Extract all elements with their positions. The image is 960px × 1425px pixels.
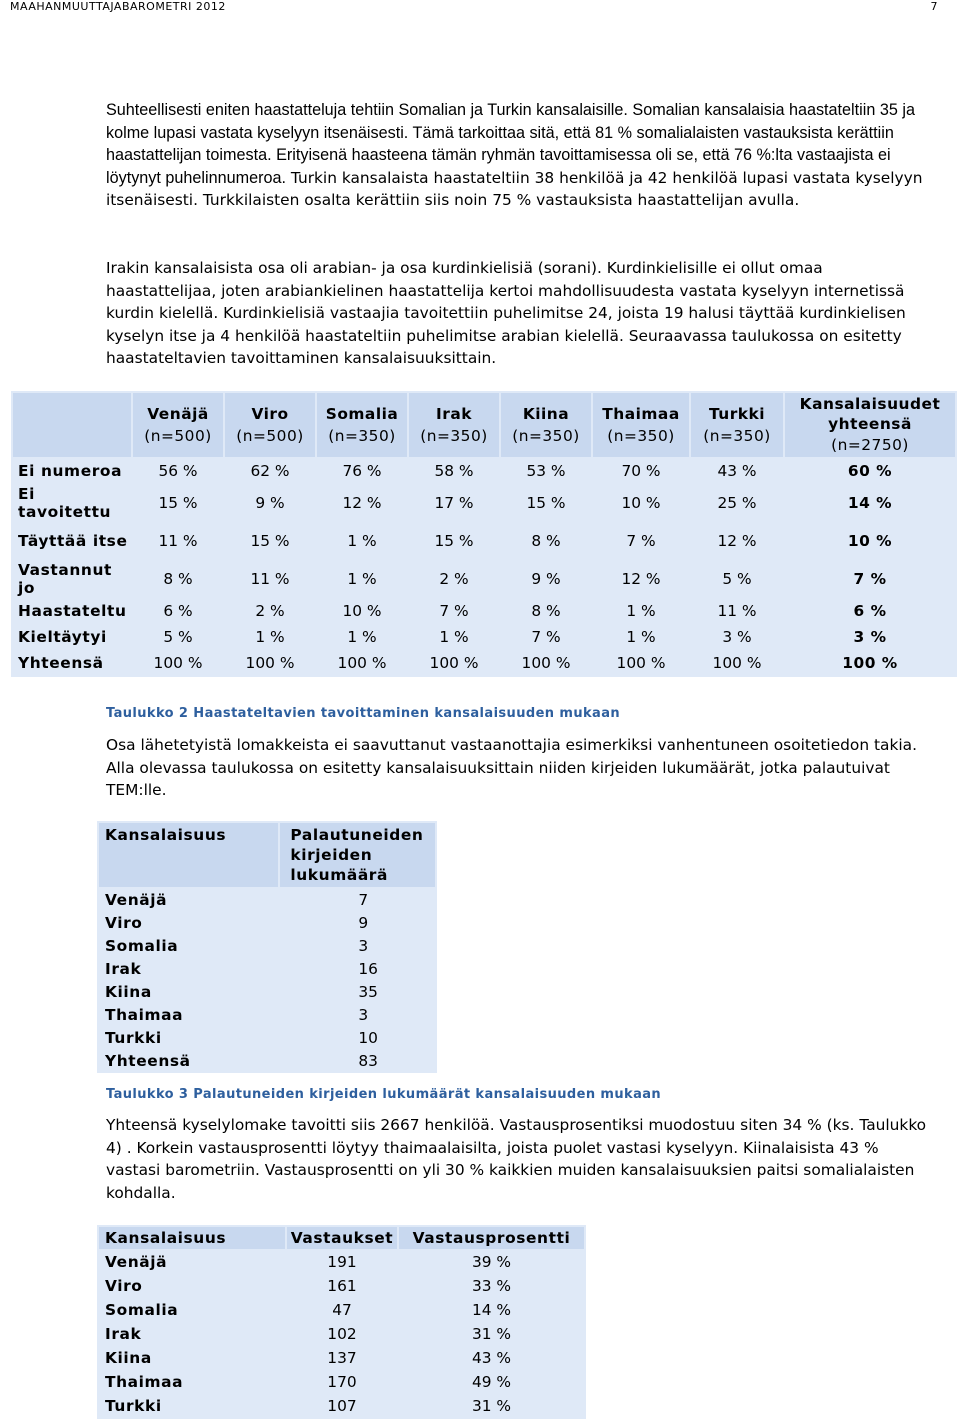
response-rate-cell: 39 % bbox=[399, 1251, 584, 1273]
row-label: Kiina bbox=[99, 981, 278, 1002]
value-cell: 100 % bbox=[691, 651, 783, 675]
value-cell: 3 bbox=[280, 1004, 435, 1025]
paragraph-1 bbox=[106, 99, 936, 212]
row-label: Yhteensä bbox=[99, 1050, 278, 1071]
column-name: Somalia bbox=[325, 405, 399, 423]
responses-cell: 137 bbox=[287, 1347, 397, 1369]
table-row bbox=[13, 651, 955, 675]
value-cell: 9 % bbox=[501, 561, 591, 597]
value-cell: 70 % bbox=[593, 459, 689, 483]
paragraph-2: Irakin kansalaisista osa oli arabian- ja osa kurdinkielisiä (sorani). Kurdinkielisille ei ollut omaa haastattelijaa, joten arabiankielinen haastattelija kertoi mahdollisuudesta vastata kyselyyn internetissä kurdin kielellä. Kurdinkielisiä vastaajia tavoitettiin puhelimitse 24, joista 19 halusi täyttää kurdinkielisen kyselyn itse ja 4 henkilöä haastateltiin puhelimitse arabian kielellä. Seuraavassa taulukossa on esitetty haastateltavien tavoittaminen kansalaisuuksittain. bbox=[106, 259, 906, 367]
row-label bbox=[13, 651, 131, 675]
value-cell: 1 % bbox=[593, 625, 689, 649]
response-rate-cell: 31 % bbox=[399, 1323, 584, 1345]
row-label: Irak bbox=[99, 958, 278, 979]
row-label: Viro bbox=[99, 1275, 285, 1297]
value-cell: 3 bbox=[280, 935, 435, 956]
table-row bbox=[99, 1050, 435, 1071]
value-cell: 100 % bbox=[501, 651, 591, 675]
value-cell: 15 % bbox=[225, 523, 315, 559]
table-row bbox=[99, 1275, 584, 1297]
total-cell: 7 % bbox=[785, 561, 955, 597]
row-label: Venäjä bbox=[99, 889, 278, 910]
value-cell: 11 % bbox=[133, 523, 223, 559]
table-row bbox=[99, 912, 435, 933]
table-row bbox=[99, 958, 435, 979]
responses-cell: 161 bbox=[287, 1275, 397, 1297]
row-label: Irak bbox=[99, 1323, 285, 1345]
value-cell: 1 % bbox=[317, 625, 407, 649]
table-2-column-header bbox=[409, 393, 499, 457]
value-cell: 100 % bbox=[409, 651, 499, 675]
table-row bbox=[99, 1004, 435, 1025]
paragraph-3: Osa lähetetyistä lomakkeista ei saavuttanut vastaanottajia esimerkiksi vanhentuneen osoitetiedon takia. Alla olevassa taulukossa on esitetty kansalaisuuksittain niiden kirjeiden lukumäärät, jotka palautuivat TEM:lle. bbox=[106, 736, 917, 799]
column-name: Turkki bbox=[708, 405, 766, 423]
total-cell: 3 % bbox=[785, 625, 955, 649]
table-row bbox=[99, 1395, 584, 1417]
row-label bbox=[13, 485, 131, 521]
paragraph-4: Yhteensä kyselylomake tavoitti siis 2667 henkilöä. Vastausprosentiksi muodostuu siten 34 % (ks. Taulukko 4) . Korkein vastausprosentti löytyy thaimaalaisilta, joista puolet vastasi kyselyyn. Kiinalaisista 43 % vastasi barometriin. Vastausprosentti on yli 30 % kaikkien muiden kansalaisuuksien paitsi somalialaisten kohdalla. bbox=[106, 1116, 927, 1202]
table-2-corner-cell bbox=[13, 393, 131, 457]
column-sample-size: (n=500) bbox=[236, 427, 304, 445]
table-4-column-header: Vastaukset bbox=[287, 1227, 397, 1249]
row-label: Turkki bbox=[99, 1027, 278, 1048]
response-rate-cell: 33 % bbox=[399, 1275, 584, 1297]
table-2-column-header bbox=[501, 393, 591, 457]
value-cell: 15 % bbox=[409, 523, 499, 559]
value-cell: 12 % bbox=[691, 523, 783, 559]
row-label-text: Kieltäytyi bbox=[18, 628, 107, 646]
value-cell: 16 bbox=[280, 958, 435, 979]
column-name: Irak bbox=[436, 405, 472, 423]
value-cell: 25 % bbox=[691, 485, 783, 521]
row-label-text: Ei tavoitettu bbox=[18, 485, 112, 521]
column-sample-size: (n=350) bbox=[512, 427, 580, 445]
value-cell: 100 % bbox=[593, 651, 689, 675]
table-row bbox=[99, 1347, 584, 1369]
total-cell: 10 % bbox=[785, 523, 955, 559]
value-cell: 11 % bbox=[691, 599, 783, 623]
value-cell: 43 % bbox=[691, 459, 783, 483]
value-cell: 83 bbox=[280, 1050, 435, 1071]
table-returned-letters bbox=[97, 821, 437, 1073]
table-3-caption: Taulukko 3 Palautuneiden kirjeiden lukumäärät kansalaisuuden mukaan bbox=[106, 1087, 662, 1102]
row-label: Somalia bbox=[99, 1299, 285, 1321]
value-cell: 8 % bbox=[133, 561, 223, 597]
table-2-column-header bbox=[225, 393, 315, 457]
value-cell: 1 % bbox=[225, 625, 315, 649]
response-rate-cell: 31 % bbox=[399, 1395, 584, 1417]
value-cell: 6 % bbox=[133, 599, 223, 623]
responses-cell: 170 bbox=[287, 1371, 397, 1393]
paragraph-1-part-b: Turkin kansalaista haastateltiin 38 henkilöä ja 42 henkilöä lupasi vastata kyselyyn itsenäisesti. Turkkilaisten osalta kerättiin siis noin 75 % vastauksista haastattelijan avulla. bbox=[106, 168, 923, 209]
table-row bbox=[99, 1323, 584, 1345]
response-rate-cell: 43 % bbox=[399, 1347, 584, 1369]
value-cell: 9 bbox=[280, 912, 435, 933]
column-name: Kiina bbox=[522, 405, 570, 423]
row-label bbox=[13, 561, 131, 597]
row-label: Thaimaa bbox=[99, 1004, 278, 1025]
value-cell: 1 % bbox=[409, 625, 499, 649]
table-2-header-row bbox=[13, 393, 955, 457]
response-rate-cell: 49 % bbox=[399, 1371, 584, 1393]
table-row bbox=[13, 561, 955, 597]
value-cell: 7 % bbox=[409, 599, 499, 623]
row-label: Kiina bbox=[99, 1347, 285, 1369]
value-cell: 5 % bbox=[133, 625, 223, 649]
value-cell: 1 % bbox=[593, 599, 689, 623]
row-label bbox=[13, 599, 131, 623]
table-2-column-header bbox=[133, 393, 223, 457]
table-3-header-citizenship: Kansalaisuus bbox=[99, 823, 278, 887]
row-label-text: Täyttää itse bbox=[18, 532, 128, 550]
row-label bbox=[13, 625, 131, 649]
responses-cell: 102 bbox=[287, 1323, 397, 1345]
row-label bbox=[13, 523, 131, 559]
value-cell: 12 % bbox=[317, 485, 407, 521]
table-row bbox=[99, 1371, 584, 1393]
value-cell: 10 % bbox=[593, 485, 689, 521]
table-response-rates bbox=[97, 1225, 586, 1419]
value-cell: 100 % bbox=[133, 651, 223, 675]
table-row bbox=[13, 625, 955, 649]
responses-cell: 107 bbox=[287, 1395, 397, 1417]
table-row bbox=[99, 1251, 584, 1273]
responses-cell: 47 bbox=[287, 1299, 397, 1321]
table-row bbox=[99, 935, 435, 956]
column-sample-size: (n=500) bbox=[144, 427, 212, 445]
total-cell: 100 % bbox=[785, 651, 955, 675]
column-sample-size: (n=350) bbox=[607, 427, 675, 445]
value-cell: 62 % bbox=[225, 459, 315, 483]
value-cell: 76 % bbox=[317, 459, 407, 483]
value-cell: 7 bbox=[280, 889, 435, 910]
value-cell: 9 % bbox=[225, 485, 315, 521]
column-name: Venäjä bbox=[147, 405, 209, 423]
row-label: Turkki bbox=[99, 1395, 285, 1417]
row-label bbox=[13, 459, 131, 483]
column-name: Kansalaisuudet yhteensä bbox=[799, 395, 941, 433]
row-label: Thaimaa bbox=[99, 1371, 285, 1393]
value-cell: 35 bbox=[280, 981, 435, 1002]
table-row bbox=[13, 523, 955, 559]
response-rate-cell: 14 % bbox=[399, 1299, 584, 1321]
value-cell: 5 % bbox=[691, 561, 783, 597]
table-4-column-header: Kansalaisuus bbox=[99, 1227, 285, 1249]
table-2-column-header bbox=[317, 393, 407, 457]
value-cell: 7 % bbox=[593, 523, 689, 559]
value-cell: 2 % bbox=[225, 599, 315, 623]
total-cell: 6 % bbox=[785, 599, 955, 623]
row-label-text: Yhteensä bbox=[18, 654, 104, 672]
table-reach-by-citizenship bbox=[11, 391, 957, 677]
table-3-header-row bbox=[99, 823, 435, 887]
table-4-column-header: Vastausprosentti bbox=[399, 1227, 584, 1249]
value-cell: 15 % bbox=[133, 485, 223, 521]
paragraph-1-part-a: Suhteellisesti eniten haastatteluja tehtiin Somalian ja Turkin kansalaisille. Somalian kansalaisia haastateltiin 35 ja kolme lupasi vastata kyselyyn itsenäisesti. Tämä tarkoittaa sitä, että 81 % somalialaisten vastauksista kerättiin haastattelijan toimesta. Erityisenä haasteena tämän ryhmän tavoittamisessa oli se, että 76 %:lta vastaajista ei löytynyt puhelinnumeroa. bbox=[106, 101, 915, 187]
column-name: Viro bbox=[251, 405, 289, 423]
column-name: Thaimaa bbox=[602, 405, 680, 423]
table-2-column-header bbox=[785, 393, 955, 457]
row-label: Viro bbox=[99, 912, 278, 933]
table-row bbox=[99, 981, 435, 1002]
value-cell: 3 % bbox=[691, 625, 783, 649]
row-label-text: Vastannut jo bbox=[18, 561, 112, 597]
value-cell: 8 % bbox=[501, 523, 591, 559]
value-cell: 100 % bbox=[225, 651, 315, 675]
table-row bbox=[99, 1027, 435, 1048]
value-cell: 1 % bbox=[317, 561, 407, 597]
value-cell: 15 % bbox=[501, 485, 591, 521]
value-cell: 58 % bbox=[409, 459, 499, 483]
responses-cell: 191 bbox=[287, 1251, 397, 1273]
table-2-column-header bbox=[593, 393, 689, 457]
value-cell: 10 bbox=[280, 1027, 435, 1048]
table-3-header-returned: Palautuneiden kirjeiden lukumäärä bbox=[280, 823, 435, 887]
value-cell: 10 % bbox=[317, 599, 407, 623]
value-cell: 53 % bbox=[501, 459, 591, 483]
row-label-text: Ei numeroa bbox=[18, 462, 123, 480]
table-row bbox=[13, 599, 955, 623]
column-sample-size: (n=2750) bbox=[831, 436, 909, 454]
column-sample-size: (n=350) bbox=[328, 427, 396, 445]
row-label: Somalia bbox=[99, 935, 278, 956]
value-cell: 1 % bbox=[317, 523, 407, 559]
total-cell: 14 % bbox=[785, 485, 955, 521]
running-title: MAAHANMUUTTAJABAROMETRI 2012 bbox=[10, 0, 226, 13]
table-row bbox=[13, 485, 955, 521]
total-cell: 60 % bbox=[785, 459, 955, 483]
value-cell: 17 % bbox=[409, 485, 499, 521]
table-row bbox=[13, 459, 955, 483]
table-row bbox=[99, 1299, 584, 1321]
table-4-header-row bbox=[99, 1227, 584, 1249]
value-cell: 11 % bbox=[225, 561, 315, 597]
page-header bbox=[10, 0, 938, 12]
row-label-text: Haastateltu bbox=[18, 602, 127, 620]
table-2-caption: Taulukko 2 Haastateltavien tavoittaminen kansalaisuuden mukaan bbox=[106, 706, 621, 721]
column-sample-size: (n=350) bbox=[703, 427, 771, 445]
table-2-column-header bbox=[691, 393, 783, 457]
value-cell: 7 % bbox=[501, 625, 591, 649]
value-cell: 56 % bbox=[133, 459, 223, 483]
value-cell: 2 % bbox=[409, 561, 499, 597]
column-sample-size: (n=350) bbox=[420, 427, 488, 445]
value-cell: 12 % bbox=[593, 561, 689, 597]
page-number: 7 bbox=[930, 0, 938, 13]
row-label: Venäjä bbox=[99, 1251, 285, 1273]
table-row bbox=[99, 889, 435, 910]
value-cell: 100 % bbox=[317, 651, 407, 675]
value-cell: 8 % bbox=[501, 599, 591, 623]
